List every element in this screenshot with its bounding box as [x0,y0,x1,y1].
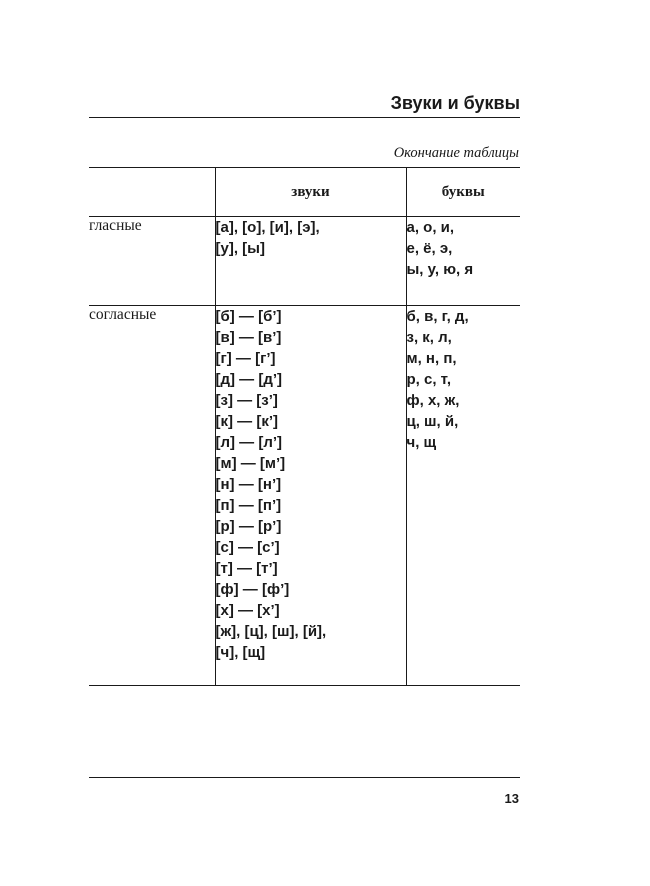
table-row-vowels [89,217,520,306]
consonant-letters-cell [406,306,520,686]
letter-line: м, н, п, [406,350,457,367]
letter-line: ы, у, ю, я [406,261,474,278]
sound-line: [ж], [ц], [ш], [й], [215,623,327,640]
sound-line: [з] — [з’] [215,392,278,409]
header-rule [89,117,520,118]
sound-line: [г] — [г’] [215,350,276,367]
sound-line: [т] — [т’] [215,560,278,577]
footer-rule [89,777,520,778]
row-label-vowels: гласные [89,217,215,306]
row-label-consonants: согласные [89,306,215,686]
table-continuation-caption: Окончание таблицы [393,145,519,161]
sound-line: [ч], [щ] [215,644,266,661]
letter-line: б, в, г, д, [406,308,469,325]
letter-line: ц, ш, й, [406,413,459,430]
table-row-consonants [89,306,520,686]
sounds-letters-table [89,167,520,686]
page-number: 13 [504,791,519,806]
sound-line: [а], [о], [и], [э], [215,219,320,236]
sound-line: [к] — [к’] [215,413,278,430]
sound-line: [у], [ы] [215,240,265,257]
vowel-letters-cell [406,217,520,306]
header-cell-letters: буквы [406,168,520,217]
sound-line: [ф] — [ф’] [215,581,290,598]
sound-line: [м] — [м’] [215,455,286,472]
sound-line: [л] — [л’] [215,434,283,451]
sound-line: [д] — [д’] [215,371,283,388]
sound-line: [н] — [н’] [215,476,282,493]
table-header-row [89,168,520,217]
sound-line: [п] — [п’] [215,497,282,514]
letter-line: з, к, л, [406,329,452,346]
running-head-title: Звуки и буквы [390,93,520,113]
sound-line: [б] — [б’] [215,308,282,325]
header-cell-sounds: звуки [215,168,406,217]
letter-line: ч, щ [406,434,437,451]
consonant-sounds-cell [215,306,406,686]
letter-line: р, с, т, [406,371,452,388]
sound-line: [с] — [с’] [215,539,280,556]
vowel-sounds-cell [215,217,406,306]
letter-line: ф, х, ж, [406,392,460,409]
letter-line: е, ё, э, [406,240,453,257]
header-cell-empty [89,168,215,217]
sound-line: [в] — [в’] [215,329,282,346]
letter-line: а, о, и, [406,219,455,236]
sound-line: [р] — [р’] [215,518,282,535]
sound-line: [х] — [х’] [215,602,280,619]
